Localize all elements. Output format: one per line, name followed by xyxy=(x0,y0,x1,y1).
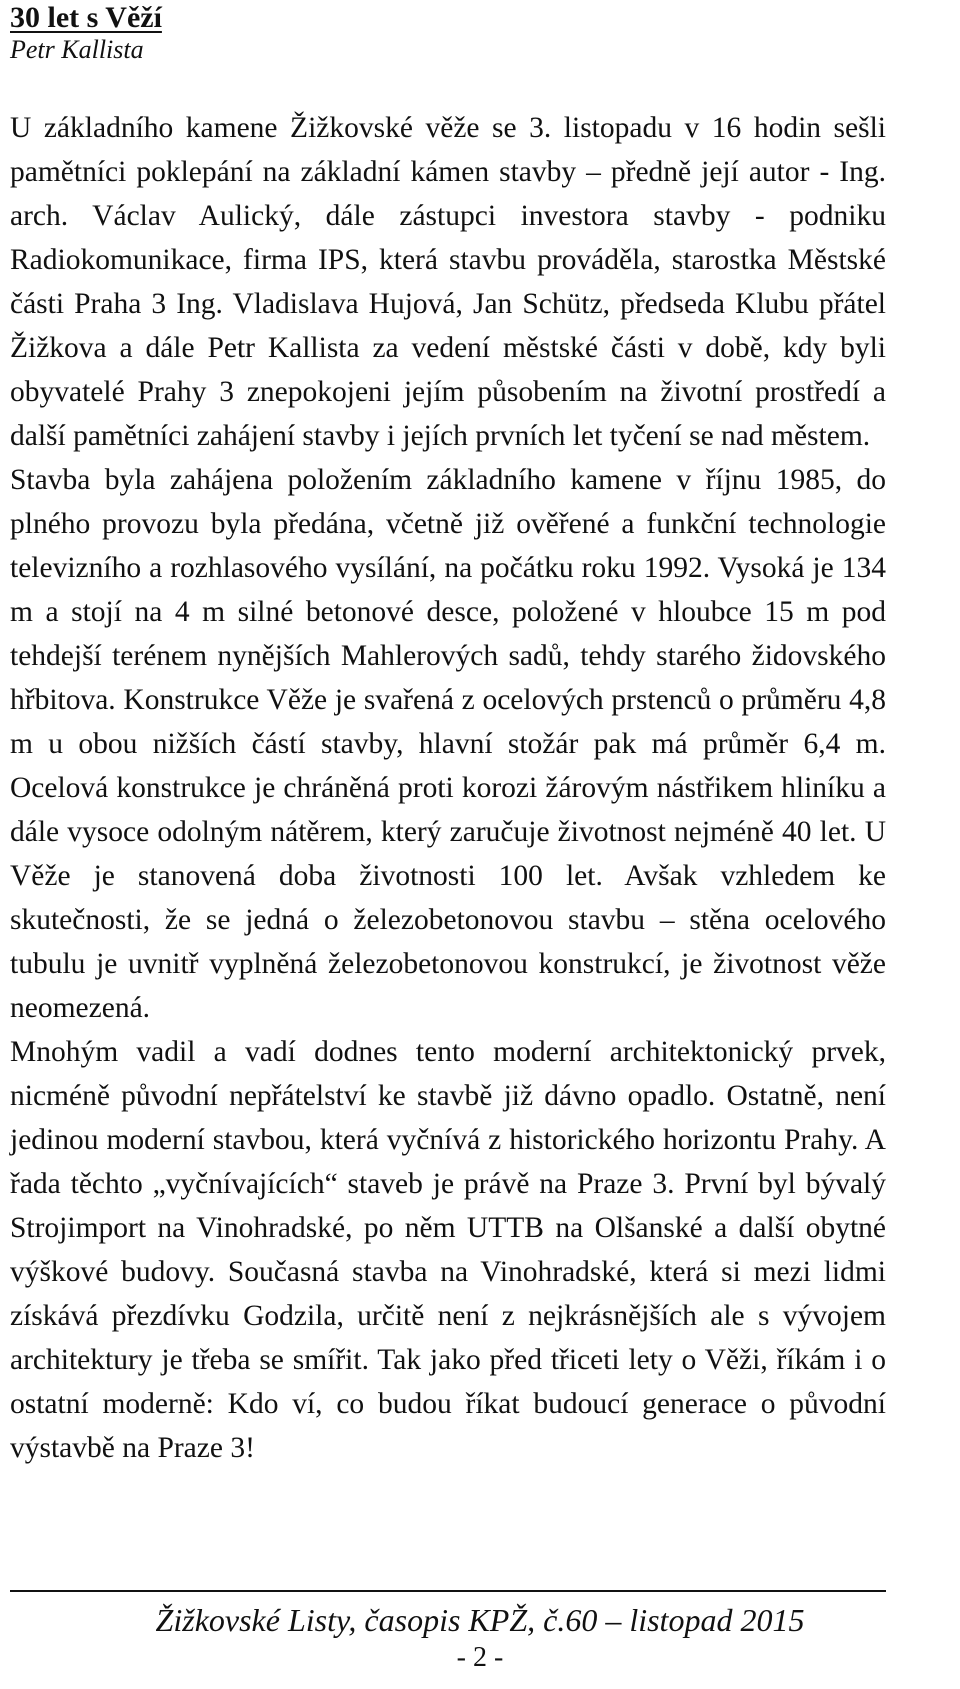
footer-divider xyxy=(10,1590,886,1592)
paragraph: Mnohým vadil a vadí dodnes tento moderní architektonický prvek, nicméně původní nepřátelství ke stavbě již dávno opadlo. Ostatně, není jedinou moderní stavbou, která vyčnívá z historického horizontu Prahy. A řada těchto „vyčnívajících“ staveb je právě na Praze 3. První byl bývalý Strojimport na Vinohradské, po něm UTTB na Olšanské a další obytné výškové budovy. Současná stavba na Vinohradské, která si mezi lidmi získává přezdívku Godzila, určitě není z nejkrásnějších ale s vývojem architektury je třeba se smířit. Tak jako před třiceti lety o Věži, říkám i o ostatní moderně: Kdo ví, co budou říkat budoucí generace o původní výstavbě na Praze 3! xyxy=(10,1036,886,1464)
paragraph: U základního kamene Žižkovské věže se 3. listopadu v 16 hodin sešli pamětníci poklepání na základní kámen stavby – předně její autor - Ing. arch. Václav Aulický, dále zástupci investora stavby - podniku Radiokomunikace, firma IPS, která stavbu prováděla, starostka Městské části Praha 3 Ing. Vladislava Hujová, Jan Schütz, předseda Klubu přátel Žižkova a dále Petr Kallista za vedení městské části v době, kdy byli obyvatelé Prahy 3 znepokojeni jejím působením na životní prostředí a další pamětníci zahájení stavby i jejích prvních let tyčení se nad městem. xyxy=(10,112,886,452)
paragraph: Stavba byla zahájena položením základního kamene v říjnu 1985, do plného provozu byla předána, včetně již ověřené a funkční technologie televizního a rozhlasového vysílání, na počátku roku 1992. Vysoká je 134 m a stojí na 4 m silné betonové desce, položené v hloubce 15 m pod tehdejší terénem nynějších Mahlerových sadů, tehdy starého židovského hřbitova. Konstrukce Věže je svařená z ocelových prstenců o průměru 4,8 m u obou nižších částí stavby, hlavní stožár pak má průměr 6,4 m. Ocelová konstrukce je chráněná proti korozi žárovým nástřikem hliníku a dále vysoce odolným nátěrem, který zaručuje životnost nejméně 40 let. U Věže je stanovená doba životnosti 100 let. Avšak vzhledem ke skutečnosti, že se jedná o železobetonovou stavbu – stěna ocelového tubulu je uvnitř vyplněná železobetonovou konstrukcí, je životnost věže neomezená. xyxy=(10,464,886,1024)
article-author: Petr Kallista xyxy=(10,35,144,64)
footer-publication: Žižkovské Listy, časopis KPŽ, č.60 – listopad 2015 xyxy=(155,1602,805,1638)
article-title: 30 let s Věží xyxy=(10,1,162,34)
page-number: - 2 - xyxy=(456,1642,504,1673)
article-body xyxy=(10,106,886,1470)
